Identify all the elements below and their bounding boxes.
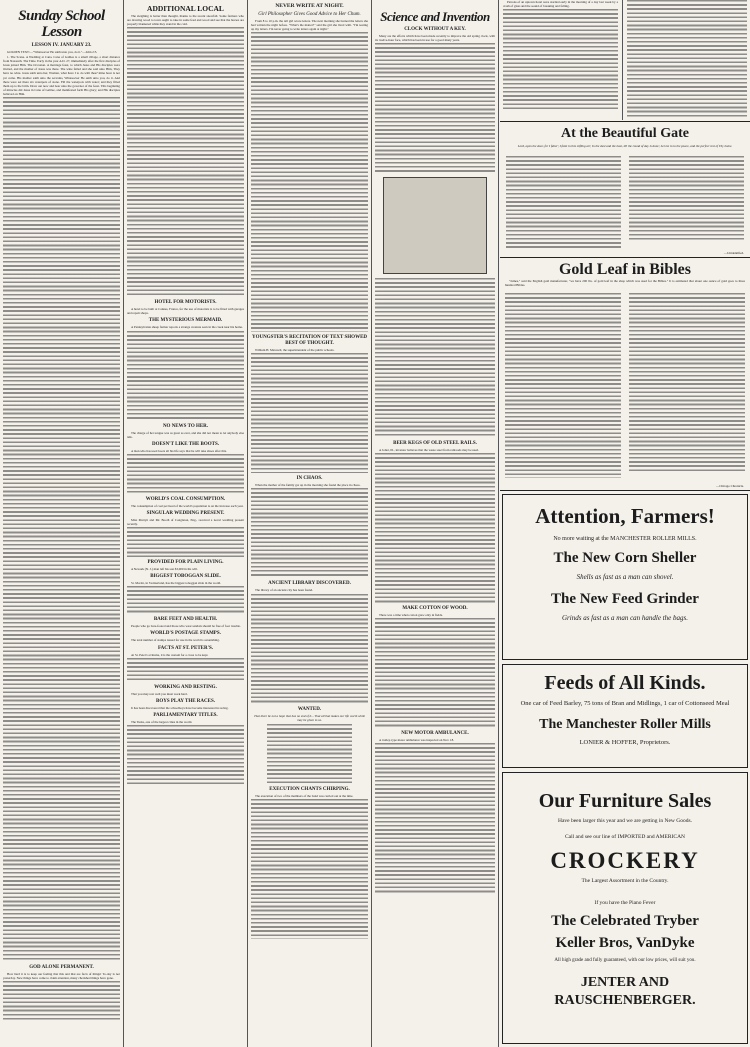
poem-column-left — [506, 156, 621, 248]
poem-body: That there be not a hope that has no end of it... That all that makes our life worth while may be given to us. — [253, 713, 366, 722]
god-alone-text-block — [3, 981, 120, 1021]
local-item-heading: HOTEL FOR MOTORISTS. — [154, 300, 217, 306]
never-write-item-body: William H. Maxwell, the superintendent of the public schools. — [255, 348, 335, 353]
crockery-title: CROCKERY — [550, 848, 700, 873]
farmers-ad-title: Attention, Farmers! — [535, 504, 715, 528]
science-body: Many are the efforts which have been made recently to improve the old spring clock, with its twelve-hour face, which has been in use for a good many years. — [375, 34, 495, 43]
never-write-item-body: The library of an ancient city has been found. — [255, 588, 313, 593]
god-alone-heading: GOD ALONE PERMANENT. — [29, 965, 94, 971]
column-additional-local — [124, 0, 247, 1047]
never-write-item-body: The execution of two of the members of the band was carried out at the time. — [255, 794, 354, 799]
gold-leaf-heading: Gold Leaf in Bibles — [558, 261, 692, 278]
crockery-subtitle: The Largest Assortment in the Country. — [581, 878, 669, 884]
local-text-block — [127, 454, 244, 494]
never-write-text-block — [251, 799, 368, 939]
keller-vandyke: Keller Bros, VanDyke — [555, 935, 695, 951]
never-write-body: From 8 to 10 p.m. the tall girl wrote letters. The next morning she burned the letters she had written the night before. "What's the matter?" said the girl she lived with. "I'm tearing up my letters. I'm never going to write letters again at night." — [251, 19, 368, 32]
local-item-body: People who go bare-footed and those who wear sandals should be free of foot trouble. — [131, 624, 241, 629]
science-heading: CLOCK WITHOUT A KEY. — [404, 27, 466, 32]
local-item-body: A man who has used boots all his life says that he will take shoes after this. — [131, 448, 227, 453]
golden-text: GOLDEN TEXT:—"Whatsoever He saith unto you, do it."—John 2:5. — [7, 50, 98, 54]
science-text-block — [375, 453, 495, 603]
science-text-block — [375, 43, 495, 173]
local-item-heading: SINGULAR WEDDING PRESENT. — [146, 510, 225, 516]
column-science — [372, 0, 498, 1047]
never-write-heading: NEVER WRITE AT NIGHT. — [275, 3, 344, 9]
never-write-text-block — [251, 32, 368, 332]
clock-illustration — [383, 177, 487, 274]
local-item-body: At St. Peter's at Rome, it is the custom for a cross to be kept. — [131, 652, 209, 657]
furniture-ad — [502, 772, 748, 1044]
god-alone-body: How hard it is to keep our feeling that this and that are facts of things! To-day is not yesterday. New things have come to claim attention, many cherished things have gone. — [3, 972, 120, 981]
farmers-ad-line: No more waiting at the MANCHESTER ROLLER MILLS. — [553, 536, 697, 542]
never-write-item-heading: ANCIENT LIBRARY DISCOVERED. — [268, 581, 351, 587]
poem-heading: WANTED. — [297, 706, 322, 712]
science-text-block — [375, 743, 495, 893]
local-item-body: St. Moritz, in Switzerland, has the biggest toboggan slide in the world. — [131, 581, 222, 586]
beautiful-gate-heading: At the Beautiful Gate — [561, 126, 689, 141]
farmers-ad — [502, 494, 748, 660]
local-text-block — [127, 586, 244, 614]
column-five-top — [500, 0, 621, 120]
feed-grinder-name: The New Feed Grinder — [551, 591, 699, 607]
science-item-heading: MAKE COTTON OF WOOD. — [402, 606, 468, 612]
local-item-heading: PARLIAMENTARY TITLES. — [153, 712, 218, 718]
local-text-block — [127, 658, 244, 682]
roller-mills-owners: LONIER & HOFFER, Proprietors. — [579, 739, 671, 746]
local-item-body: The Turks, one of the largest cities in the world. — [131, 719, 193, 724]
feed-grinder-desc: Grinds as fast as a man can handle the bags. — [562, 614, 688, 622]
lesson-number: LESSON IV. JANUARY 23. — [31, 43, 92, 48]
never-write-subheading: Girl Philosopher Gives Good Advice to Her Chum. — [258, 12, 361, 17]
local-text-block — [127, 725, 244, 785]
firm-name-2: RAUSCHENBERGER. — [554, 993, 696, 1008]
firm-name-1: JENTER AND — [580, 975, 670, 990]
additional-local-heading: ADDITIONAL LOCAL — [147, 4, 224, 13]
gold-leaf-column-left — [505, 293, 621, 478]
furniture-ad-title: Our Furniture Sales — [538, 790, 712, 812]
tryber-piano: The Celebrated Tryber — [551, 913, 699, 929]
column-five-body: Patrons of an uptown hotel were startled early in the morning of a day last week by a crash of glass and the sound of breaking and falling. — [503, 0, 618, 9]
science-text-block — [375, 278, 495, 438]
never-write-text-block — [251, 594, 368, 704]
local-items — [127, 300, 244, 785]
never-write-item-body: When the mother of the family got up in the morning she found the place in chaos. — [255, 483, 361, 488]
local-item-heading: DOESN'T LIKE THE BOOTS. — [151, 441, 220, 447]
gold-leaf-section — [500, 257, 750, 491]
local-item-body: The charge of her tongue was as great as ever, and she did not mean to let anybody else talk. — [127, 430, 244, 439]
local-text-block — [127, 27, 244, 297]
lesson-body: 1. The Scene. A Wedding at Cana. Cana of Galilee is a small village, a short distance from Nazareth. The Time. Early in the year A.D. 27, immediately after the first disciples of Jesus joined Him. The Occasion. A marriage feast, to which Jesus and His disciples were invited, and the mother of Jesus was there. The wine failed and she said unto Him, They have no wine. Jesus saith unto her, Woman, what have I to do with thee? mine hour is not yet come. His mother saith unto the servants, Whatsoever He saith unto you, do it. And there were set there six waterpots of stone. Fill the waterpots with water; and they filled them up to the brim. Draw out now and bear unto the governor of the feast. This beginning of miracles did Jesus in Cana of Galilee, and manifested forth His glory; and His disciples believed on Him. — [3, 55, 120, 96]
poem-column-right — [629, 156, 744, 242]
local-item-heading: BARE FEET AND HEALTH. — [153, 617, 218, 623]
local-item-heading: BOYS PLAY THE RACES. — [156, 698, 215, 704]
science-item-heading: NEW MOTOR AMBULANCE. — [401, 731, 469, 737]
roller-mills-name: The Manchester Roller Mills — [539, 717, 711, 732]
poem-text-block — [267, 724, 352, 784]
lesson-text-block — [3, 97, 120, 962]
beautiful-gate-section — [500, 121, 750, 258]
science-text-block — [375, 618, 495, 728]
furniture-small-print: All high grade and fully guaranteed, with our low prices, will suit you. — [554, 958, 696, 963]
local-item-body: A Pennsylvania sheep farmer reports a strange creature seen in the creek near his home. — [131, 325, 243, 330]
local-item-heading: BIGGEST TOBOGGAN SLIDE. — [150, 574, 221, 580]
piano-line: If you have the Piano Fever — [594, 900, 656, 906]
local-item-heading: WORKING AND RESTING. — [154, 684, 217, 690]
local-item-body: The total number of stamps issued for use in the world is astonishing. — [131, 638, 220, 643]
column-rule — [498, 0, 499, 1047]
column-five-text-block — [503, 9, 618, 109]
local-text-block — [127, 527, 244, 557]
local-item-heading: WORLD'S COAL CONSUMPTION. — [145, 496, 226, 502]
local-item-heading: NO NEWS TO HER. — [162, 423, 209, 429]
gold-leaf-column-right — [629, 293, 745, 473]
sunday-school-logo: Sunday School Lesson — [18, 8, 105, 40]
local-text-block — [127, 331, 244, 421]
column-sunday-school — [0, 0, 123, 1047]
column-six-text-block — [627, 0, 747, 118]
corn-sheller-desc: Shells as fast as a man can shovel. — [576, 573, 674, 581]
feeds-ad — [502, 664, 748, 768]
local-item-heading: THE MYSTERIOUS MERMAID. — [148, 318, 223, 324]
furniture-ad-line2: Call and see our line of IMPORTED and AMERICAN — [564, 834, 686, 840]
local-item-body: That you may rest well you must work hard. — [131, 691, 188, 696]
beautiful-gate-credit: —Unidentified. — [723, 250, 744, 255]
gold-leaf-credit: —Chicago Chronicle. — [716, 483, 744, 488]
local-item-body: A Newark (N. J.) man left his son $3,000 in his will. — [131, 567, 198, 572]
column-never-write — [248, 0, 371, 1047]
local-item-body: Miss Martyn and Mr. Booth of Congleton, Eng., received a novel wedding present recently. — [127, 517, 244, 527]
local-item-body: It has been discovered that the schoolboys have become interested in racing. — [131, 705, 229, 710]
science-item-body: A Joliet, Ill., inventor believes that the waste steel from railroads may be used. — [379, 448, 479, 453]
gold-leaf-body: "James," said the English gold manufacturer, "we have 200 lbs. of gold leaf in the shop which was used for the Bibles." It is estimated that about one ounce of gold goes to three hundred Bibles. — [505, 279, 745, 288]
feeds-ad-title: Feeds of All Kinds. — [544, 672, 706, 694]
local-item-heading: FACTS AT ST. PETER'S. — [157, 645, 214, 651]
corn-sheller-name: The New Corn Sheller — [553, 550, 697, 566]
science-item-heading: BEER KEGS OF OLD STEEL RAILS. — [393, 441, 477, 447]
never-write-item-heading: YOUNGSTER'S RECITATION OF TEXT SHOWED BEST OF THOUGHT. — [251, 335, 368, 347]
furniture-ad-line1: Have been larger this year and we are getting in New Goods. — [558, 818, 692, 824]
science-item-body: A trolley-type motor ambulance was inspected on Nov. 18. — [379, 738, 455, 743]
column-six-top — [624, 0, 750, 120]
never-write-text-block — [251, 353, 368, 473]
local-item-body: A hotel to be built at Cannes, France, for the use of motorists is to be fitted with garages and repair shops. — [127, 307, 244, 316]
local-item-heading: PROVIDED FOR PLAIN LIVING. — [147, 560, 224, 566]
never-write-item-heading: EXECUTION CHANTS CHIRPING. — [269, 787, 350, 793]
never-write-text-block — [251, 488, 368, 578]
science-logo: Science and Invention — [380, 9, 490, 24]
additional-local-body: The sleighing is better than thought, thanks to the recent snowfall. Some farmers who are drawing wood to town ought to take in some feed and wood and see that the horses are properly blanketed while they stand in the cold. — [127, 14, 244, 27]
beautiful-gate-poem: Lord, open the door, for I falter; I faint in this stifling air; In the dust and the heat, till the round of day is done; Let me in to the peace, and the perfect rest of Thy home. — [517, 144, 733, 148]
local-item-heading: WORLD'S POSTAGE STAMPS. — [150, 631, 221, 637]
column-rule — [622, 0, 623, 120]
feeds-ad-line: One car of Feed Barley, 75 tons of Bran and Midlings, 1 car of Cottonseed Meal — [520, 700, 730, 707]
science-item-body: There was a time when cotton grew only in fields. — [379, 613, 443, 618]
local-item-body: The consumption of coal per head of the world's population is on the increase each year. — [131, 503, 244, 508]
never-write-item-heading: IN CHAOS. — [296, 476, 323, 482]
